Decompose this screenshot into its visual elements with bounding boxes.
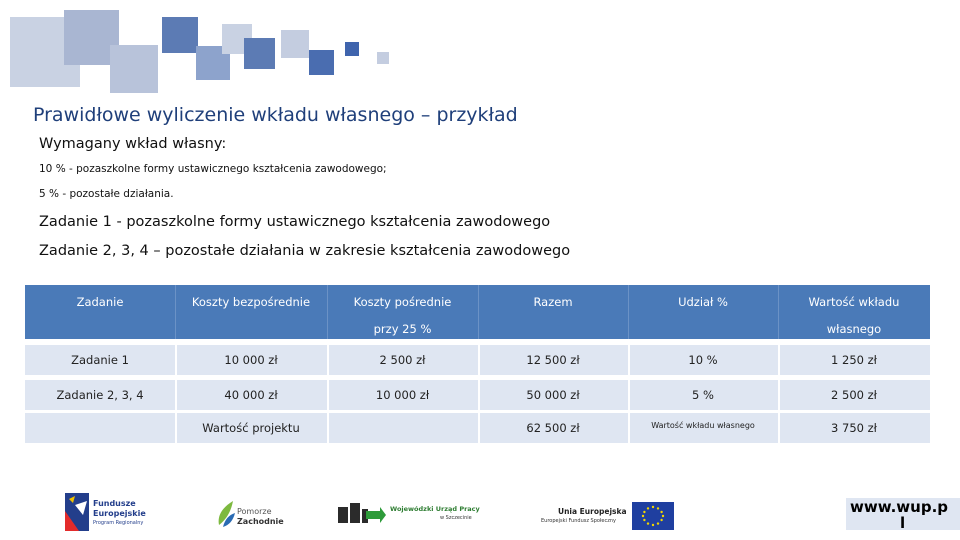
cell-udzial: 10 % <box>688 353 718 367</box>
summary-wartosc: 3 750 zł <box>831 421 877 435</box>
header-koszty-posrednie: Koszty pośrednie <box>353 295 452 309</box>
rule-1: 10 % - pozaszkolne formy ustawicznego kształcenia zawodowego; <box>39 163 387 175</box>
rule-2: 5 % - pozostałe działania. <box>39 188 174 200</box>
pz-leaf-icon <box>215 497 237 529</box>
unia-europejska-logo: Unia Europejska Europejski Fundusz Społeczny <box>540 493 675 533</box>
website-badge[interactable] <box>846 498 960 530</box>
fe-emblem-icon <box>65 493 89 531</box>
header-koszty-posrednie-sub: przy 25 % <box>373 322 432 336</box>
header-udzial: Udział % <box>678 295 728 309</box>
eu-flag-icon <box>632 502 674 530</box>
required-heading: Wymagany wkład własny: <box>39 136 227 152</box>
summary-udzial-label: Wartość wkładu własnego <box>651 421 755 430</box>
task-2-description: Zadanie 2, 3, 4 – pozostałe działania w zakresie kształcenia zawodowego <box>39 243 571 259</box>
cell-zadanie: Zadanie 2, 3, 4 <box>56 388 144 402</box>
header-koszty-bezposrednie: Koszty bezpośrednie <box>191 295 311 309</box>
cell-bezposrednie: 40 000 zł <box>224 388 278 402</box>
cell-posrednie: 10 000 zł <box>375 388 430 402</box>
summary-label: Wartość projektu <box>202 421 300 435</box>
cell-zadanie: Zadanie 1 <box>71 353 129 367</box>
header-wartosc-sub: własnego <box>826 322 882 336</box>
task-1-description: Zadanie 1 - pozaszkolne formy ustawicznego kształcenia zawodowego <box>39 214 551 230</box>
cell-wartosc: 1 250 zł <box>831 353 877 367</box>
cell-udzial: 5 % <box>692 388 714 402</box>
header-zadanie: Zadanie <box>76 295 124 309</box>
page-title: Prawidłowe wyliczenie wkładu własnego – przykład <box>33 104 518 126</box>
fundusze-europejskie-logo: Fundusze Europejskie Program Regionalny <box>65 493 155 533</box>
website-link[interactable]: www.wup.p <box>850 498 949 516</box>
header-wartosc: Wartość wkładu <box>808 295 900 309</box>
header-razem: Razem <box>533 295 573 309</box>
summary-razem: 62 500 zł <box>526 421 580 435</box>
cell-posrednie: 2 500 zł <box>379 353 426 367</box>
cell-razem: 12 500 zł <box>526 353 580 367</box>
pomorze-zachodnie-logo: Pomorze Zachodnie <box>215 493 285 533</box>
cell-bezposrednie: 10 000 zł <box>224 353 278 367</box>
wup-szczecin-logo: Wojewódzki Urząd Pracy w Szczecinie <box>336 493 481 533</box>
website-link-continued: l <box>900 514 906 532</box>
cell-razem: 50 000 zł <box>526 388 580 402</box>
cell-wartosc: 2 500 zł <box>831 388 877 402</box>
wup-emblem-icon <box>336 501 386 527</box>
